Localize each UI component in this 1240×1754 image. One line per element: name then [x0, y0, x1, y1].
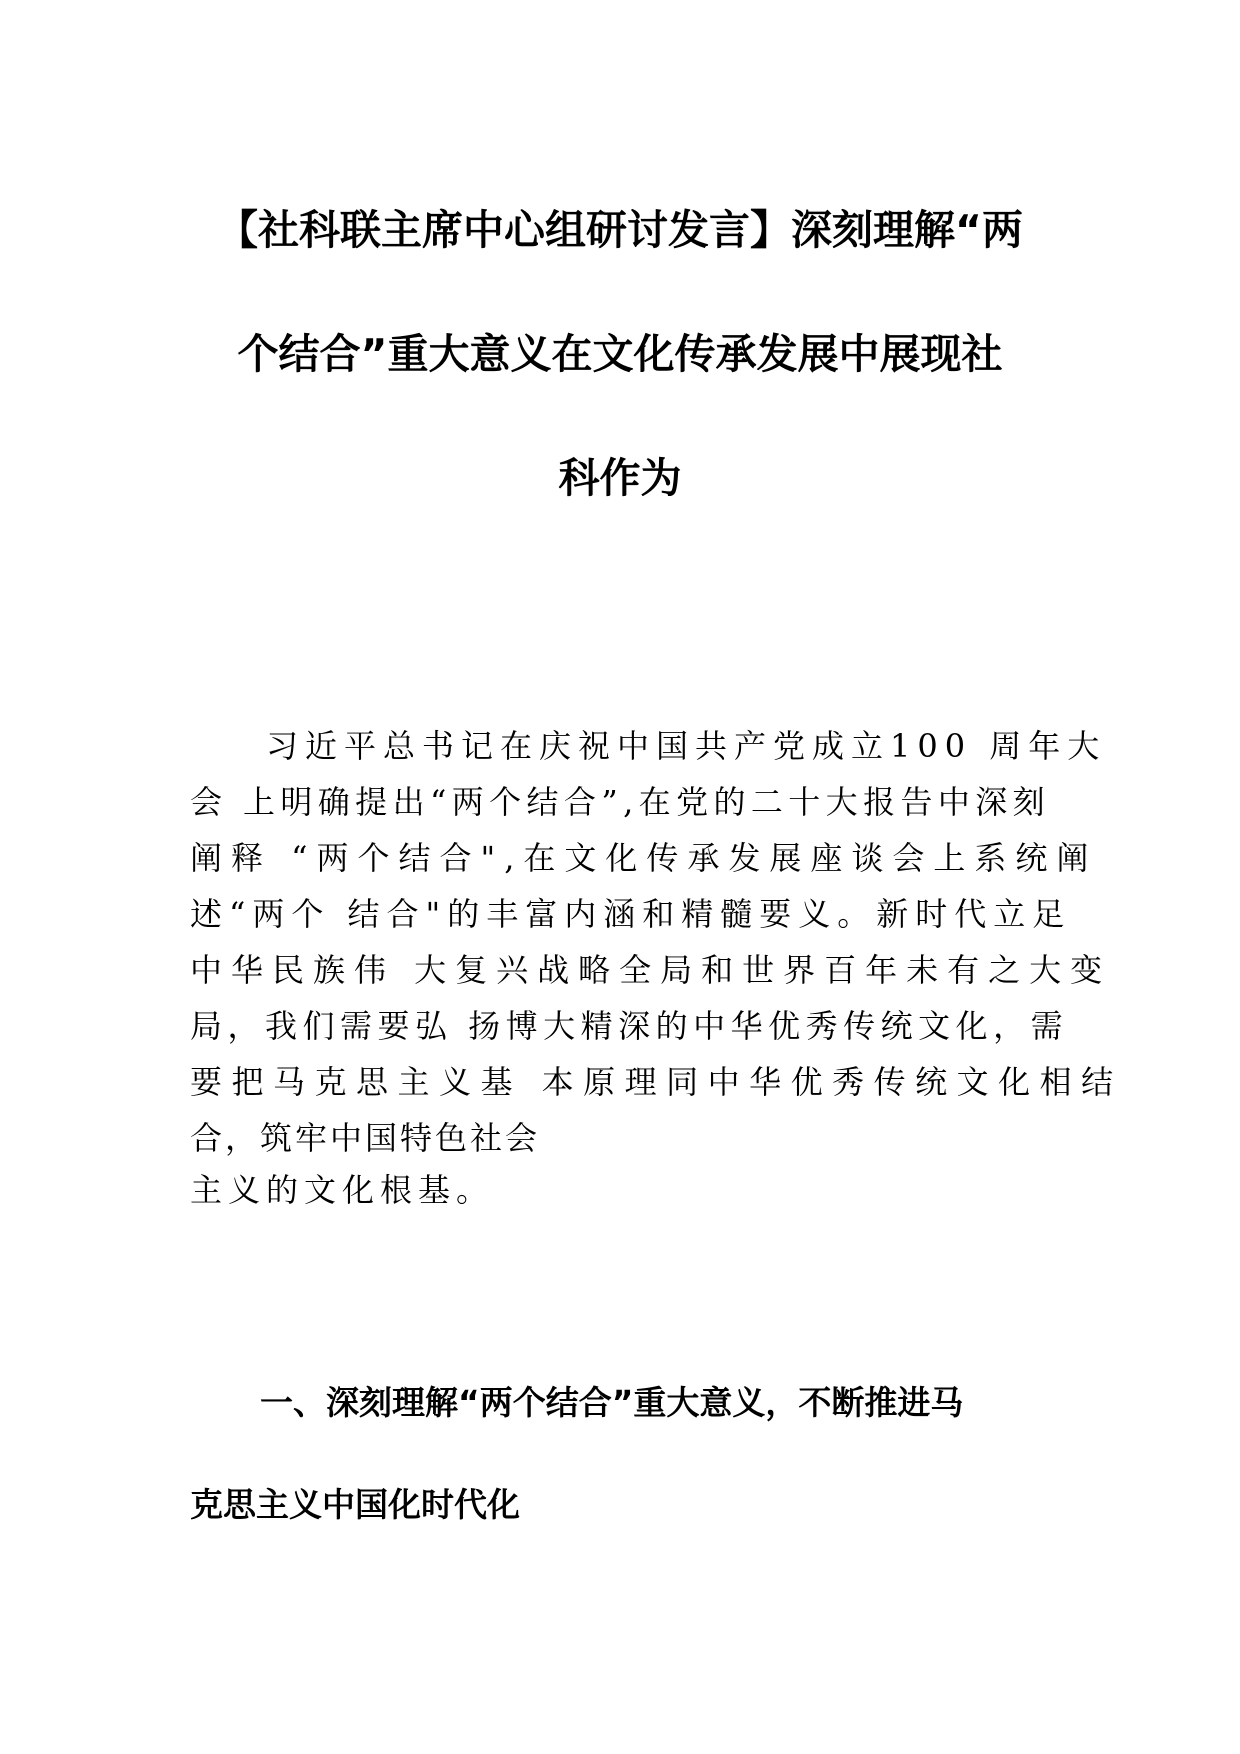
intro-line: 习近平总书记在庆祝中国共产党成立100 周年大: [266, 727, 1107, 765]
intro-line: 合，筑牢中国特色社会: [190, 1119, 541, 1157]
intro-line: 会 上明确提出“两个结合”,在党的二十大报告中深刻: [190, 783, 1051, 821]
document-title: [190, 168, 1050, 540]
intro-paragraph: [190, 718, 1123, 1166]
section-heading-line: 一、深刻理解“两个结合”重大意义，不断推进马: [260, 1383, 964, 1422]
intro-line: 局，我们需要弘 扬博大精深的中华优秀传统文化，需: [190, 1007, 1069, 1045]
intro-line: 中华民族伟 大复兴战略全局和世界百年未有之大变: [190, 951, 1112, 989]
intro-line: 述“两个 结合"的丰富内涵和精髓要义。新时代立足: [190, 895, 1072, 933]
intro-line: 阐释 “两个结合",在文化传承发展座谈会上系统阐: [190, 839, 1098, 877]
section-heading: [190, 1352, 1050, 1556]
intro-last-line: 主义的文化根基。: [190, 1171, 495, 1209]
title-line: 【社科联主席中心组研讨发言】深刻理解“两: [217, 206, 1023, 254]
section-heading-line: 克思主义中国化时代化: [190, 1485, 520, 1524]
title-line: 个结合”重大意义在文化传承发展中展现社: [237, 330, 1003, 378]
title-line: 科作为: [558, 454, 682, 502]
intro-line: 要把马克思主义基 本原理同中华优秀传统文化相结: [190, 1063, 1123, 1101]
